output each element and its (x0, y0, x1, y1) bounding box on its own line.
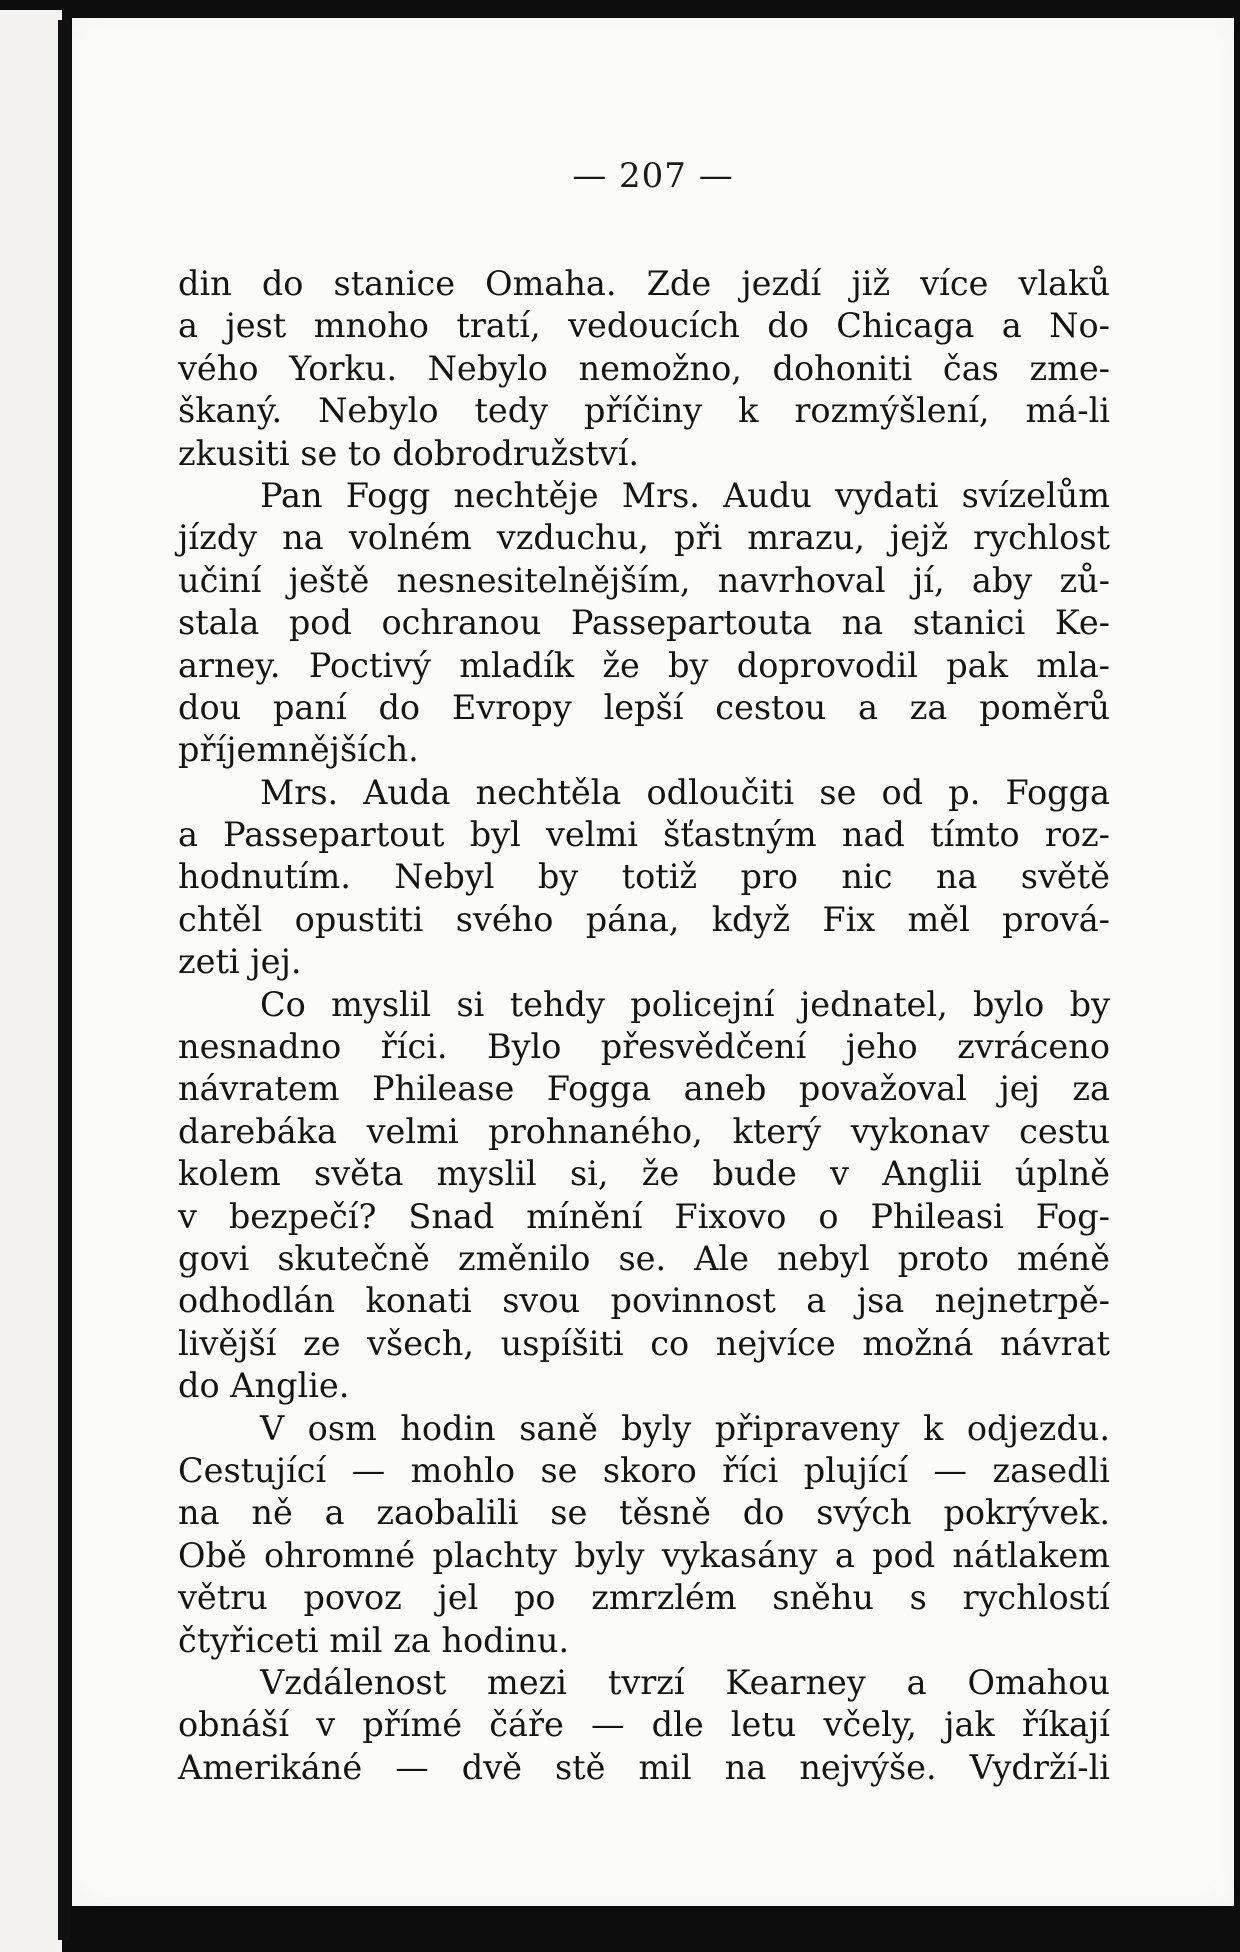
text-line: vého Yorku. Nebylo nemožno, dohoniti čas zme- (178, 348, 1110, 388)
text-line: škaný. Nebylo tedy příčiny k rozmýšlení, má-li (178, 391, 1110, 431)
text-line: příjemnějších. (178, 730, 419, 770)
text-line: livější ze všech, uspíšiti co nejvíce možná návrat (178, 1323, 1110, 1363)
text-line: darebáka velmi prohnaného, který vykonav cestu (178, 1111, 1110, 1151)
text-line: Obě ohromné plachty byly vykasány a pod nátlakem (178, 1535, 1110, 1575)
text-line: Vzdálenost mezi tvrzí Kearney a Omahou (260, 1662, 1110, 1702)
text-line: obnáší v přímé čáře — dle letu včely, jak říkají (178, 1705, 1110, 1745)
text-line: nesnadno říci. Bylo přesvědčení jeho zvráceno (178, 1027, 1110, 1067)
text-line: návratem Phileasе Fogga aneb považoval jej za (178, 1069, 1110, 1109)
text-line: jízdy na volném vzduchu, při mrazu, jejž rychlost (178, 518, 1110, 558)
text-line: zeti jej. (178, 942, 302, 982)
text-line: stala pod ochranou Passepartouta na stanici Ke- (178, 603, 1110, 643)
text-line: zkusiti se to dobrodružství. (178, 433, 640, 473)
text-line: odhodlán konati svou povinnost a jsa nejnetrpě- (178, 1281, 1110, 1321)
text-line: Co myslil si tehdy policejní jednatel, bylo by (260, 984, 1110, 1024)
text-line: kolem světa myslil si, že bude v Anglii úplně (178, 1154, 1110, 1194)
text-line: na ně a zaobalili se těsně do svých pokrývek. (178, 1493, 1110, 1533)
text-line: Pan Fogg nechtěje Mrs. Audu vydati svízelům (260, 475, 1110, 515)
text-line: Cestující — mohlo se skoro říci plující — zasedli (178, 1450, 1110, 1490)
previous-page-edge (0, 10, 62, 1952)
book-binding-shadow (58, 20, 70, 1940)
text-line: chtěl opustiti svého pána, když Fix měl prová- (178, 899, 1110, 939)
text-line: hodnutím. Nebyl by totiž pro nic na světě (178, 857, 1110, 897)
text-line: arney. Poctivý mladík že by doprovodil pak mla- (178, 645, 1110, 685)
text-line: a Passepartout byl velmi šťastným nad tímto roz- (178, 815, 1110, 855)
text-line: v bezpečí? Snad mínění Fixovo o Phileasi Fog- (178, 1196, 1110, 1236)
text-line: din do stanice Omaha. Zde jezdí již více vlaků (178, 264, 1110, 303)
text-line: V osm hodin saně byly připraveny k odjezdu. (260, 1408, 1110, 1448)
text-line: do Anglie. (178, 1366, 350, 1406)
text-line: větru povoz jel po zmrzlém sněhu s rychlostí (178, 1578, 1110, 1618)
page-sheet (72, 18, 1234, 1906)
text-line: dou paní do Evropy lepší cestou a za poměrů (178, 687, 1110, 727)
page-number: — 207 — (572, 156, 734, 196)
text-line: Mrs. Auda nechtěla odloučiti se od p. Fogga (260, 772, 1110, 812)
text-line: govi skutečně změnilo se. Ale nebyl proto méně (178, 1238, 1110, 1278)
text-line: a jest mnoho tratí, vedoucích do Chicaga a No- (178, 306, 1110, 346)
body-text (178, 263, 1110, 1789)
text-line: Amerikáné — dvě stě mil na nejvýše. Vydrží-li (178, 1747, 1110, 1787)
text-line: čtyřiceti mil za hodinu. (178, 1620, 570, 1660)
text-line: učiní ještě nesnesitelnějším, navrhoval jí, aby zů- (178, 560, 1110, 600)
